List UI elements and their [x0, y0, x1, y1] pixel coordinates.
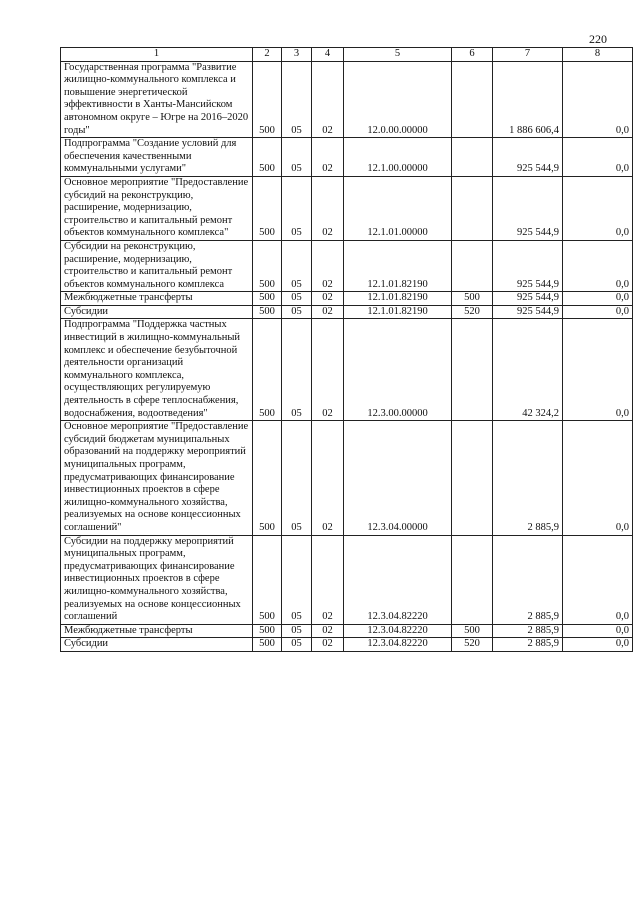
row-name-cell: Основное мероприятие "Предоставление субсидий бюджетам муниципальных образований на поддержку мероприятий муниципальных программ, предусматривающих финансирование инвестиционных проектов в сфере жилищно-коммунального хозяйства, реализуемых на основе концессионных соглашений" [61, 421, 253, 535]
target-article-cell: 12.1.01.82190 [344, 240, 452, 291]
table-row [61, 61, 633, 138]
table-row [61, 535, 633, 624]
amount-second-cell: 0,0 [563, 240, 633, 291]
expense-type-cell: 520 [452, 305, 493, 319]
section-code-cell: 05 [282, 292, 312, 306]
table-body [61, 61, 633, 651]
section-code-cell: 05 [282, 421, 312, 535]
table-row [61, 176, 633, 240]
amount-cell: 925 544,9 [493, 240, 563, 291]
amount-second-cell: 0,0 [563, 305, 633, 319]
column-header: 3 [282, 48, 312, 62]
column-header: 1 [61, 48, 253, 62]
target-article-cell: 12.3.04.82220 [344, 624, 452, 638]
amount-second-cell: 0,0 [563, 624, 633, 638]
table-row [61, 138, 633, 177]
subsection-code-cell: 02 [312, 421, 344, 535]
amount-cell: 925 544,9 [493, 305, 563, 319]
column-header: 7 [493, 48, 563, 62]
table-row [61, 240, 633, 291]
subsection-code-cell: 02 [312, 176, 344, 240]
column-header: 5 [344, 48, 452, 62]
amount-second-cell: 0,0 [563, 138, 633, 177]
table-row [61, 305, 633, 319]
expense-type-cell [452, 176, 493, 240]
amount-cell: 1 886 606,4 [493, 61, 563, 138]
expense-type-cell [452, 421, 493, 535]
header-row [61, 48, 633, 62]
row-name-cell: Межбюджетные трансферты [61, 292, 253, 306]
ministry-code-cell: 500 [253, 61, 282, 138]
expense-type-cell [452, 61, 493, 138]
section-code-cell: 05 [282, 535, 312, 624]
target-article-cell: 12.3.00.00000 [344, 319, 452, 421]
section-code-cell: 05 [282, 240, 312, 291]
target-article-cell: 12.0.00.00000 [344, 61, 452, 138]
amount-second-cell: 0,0 [563, 535, 633, 624]
expense-type-cell: 520 [452, 638, 493, 652]
amount-cell: 2 885,9 [493, 421, 563, 535]
amount-second-cell: 0,0 [563, 292, 633, 306]
ministry-code-cell: 500 [253, 319, 282, 421]
subsection-code-cell: 02 [312, 624, 344, 638]
page-number: 220 [589, 32, 607, 46]
subsection-code-cell: 02 [312, 292, 344, 306]
amount-cell: 925 544,9 [493, 138, 563, 177]
amount-cell: 42 324,2 [493, 319, 563, 421]
amount-second-cell: 0,0 [563, 176, 633, 240]
amount-second-cell: 0,0 [563, 61, 633, 138]
table-row [61, 624, 633, 638]
amount-second-cell: 0,0 [563, 638, 633, 652]
column-header: 4 [312, 48, 344, 62]
expense-type-cell: 500 [452, 292, 493, 306]
ministry-code-cell: 500 [253, 535, 282, 624]
amount-cell: 925 544,9 [493, 292, 563, 306]
target-article-cell: 12.3.04.82220 [344, 535, 452, 624]
column-header: 6 [452, 48, 493, 62]
ministry-code-cell: 500 [253, 421, 282, 535]
amount-cell: 925 544,9 [493, 176, 563, 240]
expense-type-cell [452, 319, 493, 421]
subsection-code-cell: 02 [312, 535, 344, 624]
subsection-code-cell: 02 [312, 61, 344, 138]
table-row [61, 638, 633, 652]
ministry-code-cell: 500 [253, 624, 282, 638]
subsection-code-cell: 02 [312, 305, 344, 319]
section-code-cell: 05 [282, 624, 312, 638]
ministry-code-cell: 500 [253, 240, 282, 291]
section-code-cell: 05 [282, 176, 312, 240]
row-name-cell: Субсидии на поддержку мероприятий муниципальных программ, предусматривающих финансирование инвестиционных проектов в сфере жилищно-коммунального хозяйства, реализуемых на основе концессионных соглашений [61, 535, 253, 624]
amount-cell: 2 885,9 [493, 638, 563, 652]
row-name-cell: Подпрограмма "Создание условий для обеспечения качественными коммунальными услугами" [61, 138, 253, 177]
subsection-code-cell: 02 [312, 638, 344, 652]
ministry-code-cell: 500 [253, 638, 282, 652]
row-name-cell: Государственная программа "Развитие жилищно-коммунального комплекса и повышение энергетической эффективности в Ханты-Мансийском автономном округе – Югре на 2016–2020 годы" [61, 61, 253, 138]
section-code-cell: 05 [282, 319, 312, 421]
table-row [61, 421, 633, 535]
subsection-code-cell: 02 [312, 138, 344, 177]
amount-second-cell: 0,0 [563, 421, 633, 535]
section-code-cell: 05 [282, 61, 312, 138]
row-name-cell: Субсидии на реконструкцию, расширение, модернизацию, строительство и капитальный ремонт объектов коммунального комплекса [61, 240, 253, 291]
column-header: 2 [253, 48, 282, 62]
target-article-cell: 12.1.00.00000 [344, 138, 452, 177]
ministry-code-cell: 500 [253, 176, 282, 240]
subsection-code-cell: 02 [312, 240, 344, 291]
table-row [61, 319, 633, 421]
ministry-code-cell: 500 [253, 138, 282, 177]
row-name-cell: Субсидии [61, 305, 253, 319]
subsection-code-cell: 02 [312, 319, 344, 421]
section-code-cell: 05 [282, 138, 312, 177]
ministry-code-cell: 500 [253, 292, 282, 306]
target-article-cell: 12.1.01.82190 [344, 305, 452, 319]
row-name-cell: Межбюджетные трансферты [61, 624, 253, 638]
target-article-cell: 12.1.01.00000 [344, 176, 452, 240]
column-header: 8 [563, 48, 633, 62]
expense-type-cell: 500 [452, 624, 493, 638]
amount-cell: 2 885,9 [493, 535, 563, 624]
row-name-cell: Основное мероприятие "Предоставление субсидий на реконструкцию, расширение, модернизацию, строительство и капитальный ремонт объектов коммунального комплекса" [61, 176, 253, 240]
table-row [61, 292, 633, 306]
row-name-cell: Подпрограмма "Поддержка частных инвестиций в жилищно-коммунальный комплекс и обеспечение безубыточной деятельности организаций коммунального комплекса, осуществляющих регулируемую деятельность в сфере теплоснабжения, водоснабжения, водоотведения" [61, 319, 253, 421]
ministry-code-cell: 500 [253, 305, 282, 319]
expense-type-cell [452, 535, 493, 624]
section-code-cell: 05 [282, 305, 312, 319]
budget-table [60, 47, 633, 652]
target-article-cell: 12.1.01.82190 [344, 292, 452, 306]
expense-type-cell [452, 138, 493, 177]
expense-type-cell [452, 240, 493, 291]
amount-second-cell: 0,0 [563, 319, 633, 421]
target-article-cell: 12.3.04.82220 [344, 638, 452, 652]
target-article-cell: 12.3.04.00000 [344, 421, 452, 535]
amount-cell: 2 885,9 [493, 624, 563, 638]
row-name-cell: Субсидии [61, 638, 253, 652]
section-code-cell: 05 [282, 638, 312, 652]
